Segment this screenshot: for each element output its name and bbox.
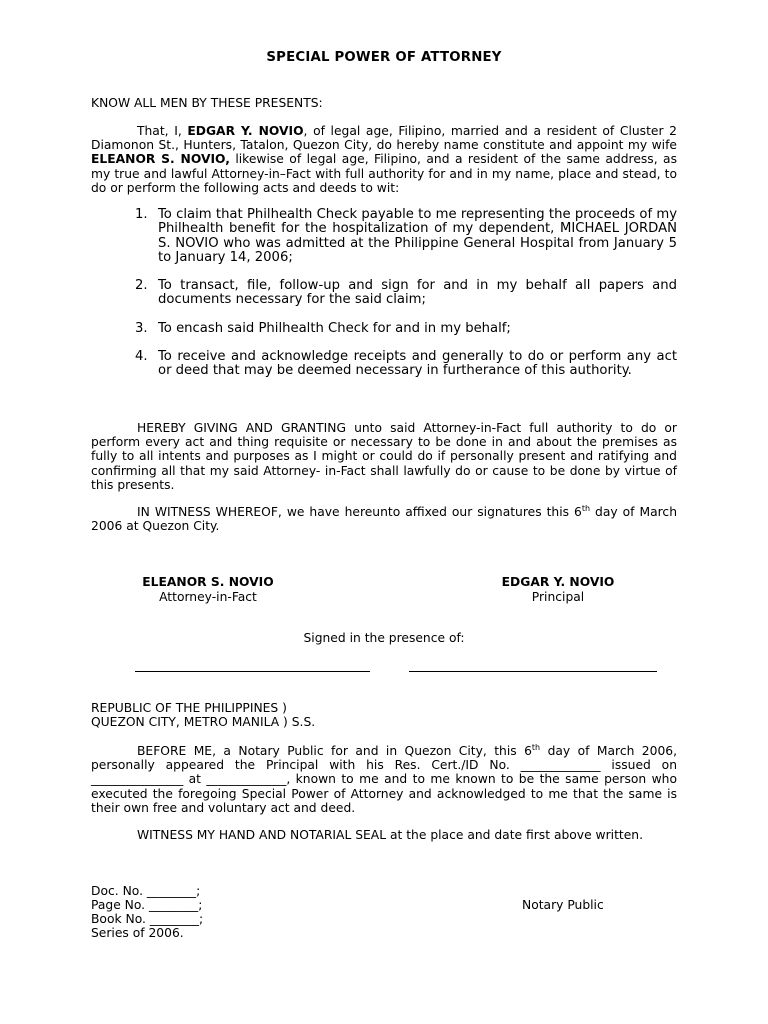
power-text: To encash said Philhealth Check for and in my behalf;: [158, 320, 511, 336]
intro-text-3: likewise of legal age, Filipino, and a resident of the same address, as my true and lawful Attorney-in–Fact with full authority for and in my name, place and stead, to do or perform the following acts and deeds to wit:: [91, 152, 677, 195]
witness-signature-line-2: [409, 671, 657, 672]
witness-signature-line-1: [135, 671, 370, 672]
powers-list: [135, 208, 677, 379]
power-item: [135, 350, 677, 379]
principal-name-inline: EDGAR Y. NOVIO: [187, 124, 304, 138]
power-text: To transact, file, follow-up and sign for and in my behalf all papers and documents necessary for the said claim;: [158, 278, 677, 308]
ordinal-suffix: th: [531, 742, 541, 752]
intro-text-2: , of legal age, Filipino, married and a resident of Cluster 2 Diamonon St., Hunters, Tatalon, Quezon City, do hereby name constitute and appoint my wife: [91, 124, 677, 153]
power-text: To claim that Philhealth Check payable to me representing the proceeds of my Philhealth benefit for the hospitalization of my dependent, MICHAEL JORDAN S. NOVIO who was admitted at the Philippine General Hospital from January 5 to January 14, 2006;: [158, 207, 677, 265]
document-title: SPECIAL POWER OF ATTORNEY: [266, 50, 502, 65]
series-line: Series of 2006.: [91, 926, 184, 940]
notary-text-1: BEFORE ME, a Notary Public for and in Quezon City, this 6: [137, 744, 532, 758]
venue-line-1: REPUBLIC OF THE PHILIPPINES ): [91, 701, 287, 715]
power-number: 2.: [135, 278, 148, 294]
attorney-name-inline: ELEANOR S. NOVIO,: [91, 152, 230, 167]
ordinal-suffix: th: [581, 503, 591, 513]
power-text: To receive and acknowledge receipts and generally to do or perform any act or deed that may be deemed necessary in furtherance of this authority.: [158, 349, 677, 379]
power-item: [135, 208, 677, 265]
intro-text-1: That, I,: [137, 124, 188, 138]
attorney-signatory-name: ELEANOR S. NOVIO: [142, 575, 274, 589]
page-no-line: Page No. ________;: [91, 898, 203, 912]
power-number: 3.: [135, 320, 148, 336]
attorney-signatory-role: Attorney-in-Fact: [159, 590, 257, 604]
notary-public-label: Notary Public: [522, 898, 604, 912]
signed-presence-label: Signed in the presence of:: [303, 631, 465, 645]
intro-paragraph: [91, 124, 677, 195]
power-item: [135, 279, 677, 308]
granting-paragraph: HEREBY GIVING AND GRANTING unto said Attorney-in-Fact full authority to do or perform every act and thing requisite or necessary to be done in and about the premises as fully to all intents and purposes as I might or could do if personally present and ratifying and confirming all that my said Attorney- in-Fact shall lawfully do or cause to be done by virtue of this presents.: [91, 421, 677, 492]
principal-signatory-name: EDGAR Y. NOVIO: [501, 575, 615, 589]
book-no-line: Book No. ________;: [91, 912, 204, 926]
witness-text-2: day of March 2006 at Quezon City.: [91, 505, 677, 534]
notary-text-2: day of March 2006, personally appeared the Principal with his Res. Cert./ID No. _____________ issued on _______________ at _____________, known to me and to me known to be the same person who executed the foregoing Special Power of Attorney and acknowledged to me that the same is their own free and voluntary act and deed.: [91, 744, 678, 815]
venue-line-2: QUEZON CITY, METRO MANILA ) S.S.: [91, 715, 316, 729]
notary-paragraph: [91, 744, 677, 815]
power-number: 1.: [135, 207, 148, 222]
doc-no-line: Doc. No. ________;: [91, 884, 201, 898]
witness-text-1: IN WITNESS WHEREOF, we have hereunto affixed our signatures this 6: [137, 505, 582, 519]
principal-signatory-role: Principal: [531, 590, 585, 604]
witness-paragraph: [91, 505, 677, 533]
salutation: KNOW ALL MEN BY THESE PRESENTS:: [91, 96, 323, 110]
power-number: 4.: [135, 349, 148, 365]
witness-hand-paragraph: WITNESS MY HAND AND NOTARIAL SEAL at the place and date first above written.: [137, 828, 643, 842]
power-item: [135, 322, 677, 336]
